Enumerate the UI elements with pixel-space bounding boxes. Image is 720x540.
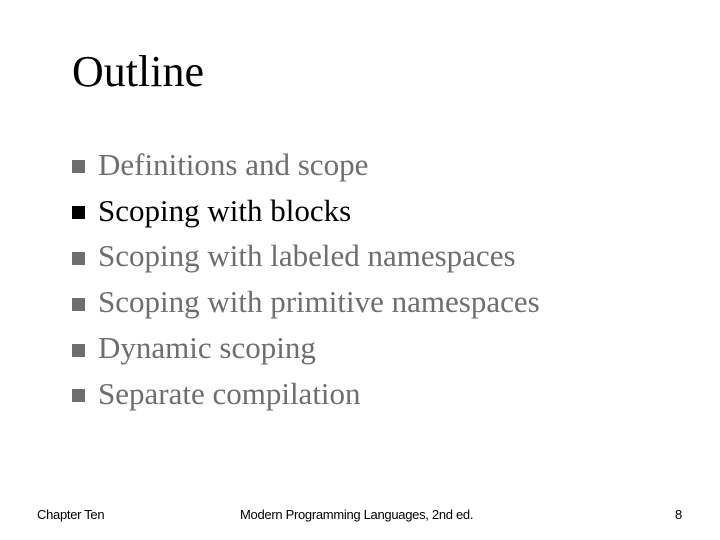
square-bullet-icon [72, 206, 85, 219]
bullet-text: Scoping with blocks [98, 192, 352, 228]
bullet-item-dynamic-scoping [72, 325, 540, 371]
bullet-item-definitions [72, 142, 540, 188]
footer-page-number: 8 [675, 507, 682, 522]
square-bullet-icon [72, 389, 85, 402]
bullet-item-blocks [72, 188, 540, 234]
square-bullet-icon [72, 252, 85, 265]
bullet-text: Scoping with labeled namespaces [98, 238, 516, 274]
bullet-text: Dynamic scoping [98, 330, 316, 366]
bullet-item-separate-compilation [72, 371, 540, 417]
bullet-list [72, 142, 540, 417]
square-bullet-icon [72, 344, 85, 357]
footer-chapter: Chapter Ten [37, 507, 105, 522]
bullet-item-labeled-namespaces [72, 234, 540, 280]
bullet-text: Definitions and scope [98, 146, 369, 182]
square-bullet-icon [72, 298, 85, 311]
bullet-item-primitive-namespaces [72, 279, 540, 325]
bullet-text: Scoping with primitive namespaces [98, 284, 540, 320]
square-bullet-icon [72, 160, 85, 173]
slide-title: Outline [72, 47, 204, 96]
bullet-text: Separate compilation [98, 375, 361, 411]
footer-book-title: Modern Programming Languages, 2nd ed. [240, 507, 474, 522]
